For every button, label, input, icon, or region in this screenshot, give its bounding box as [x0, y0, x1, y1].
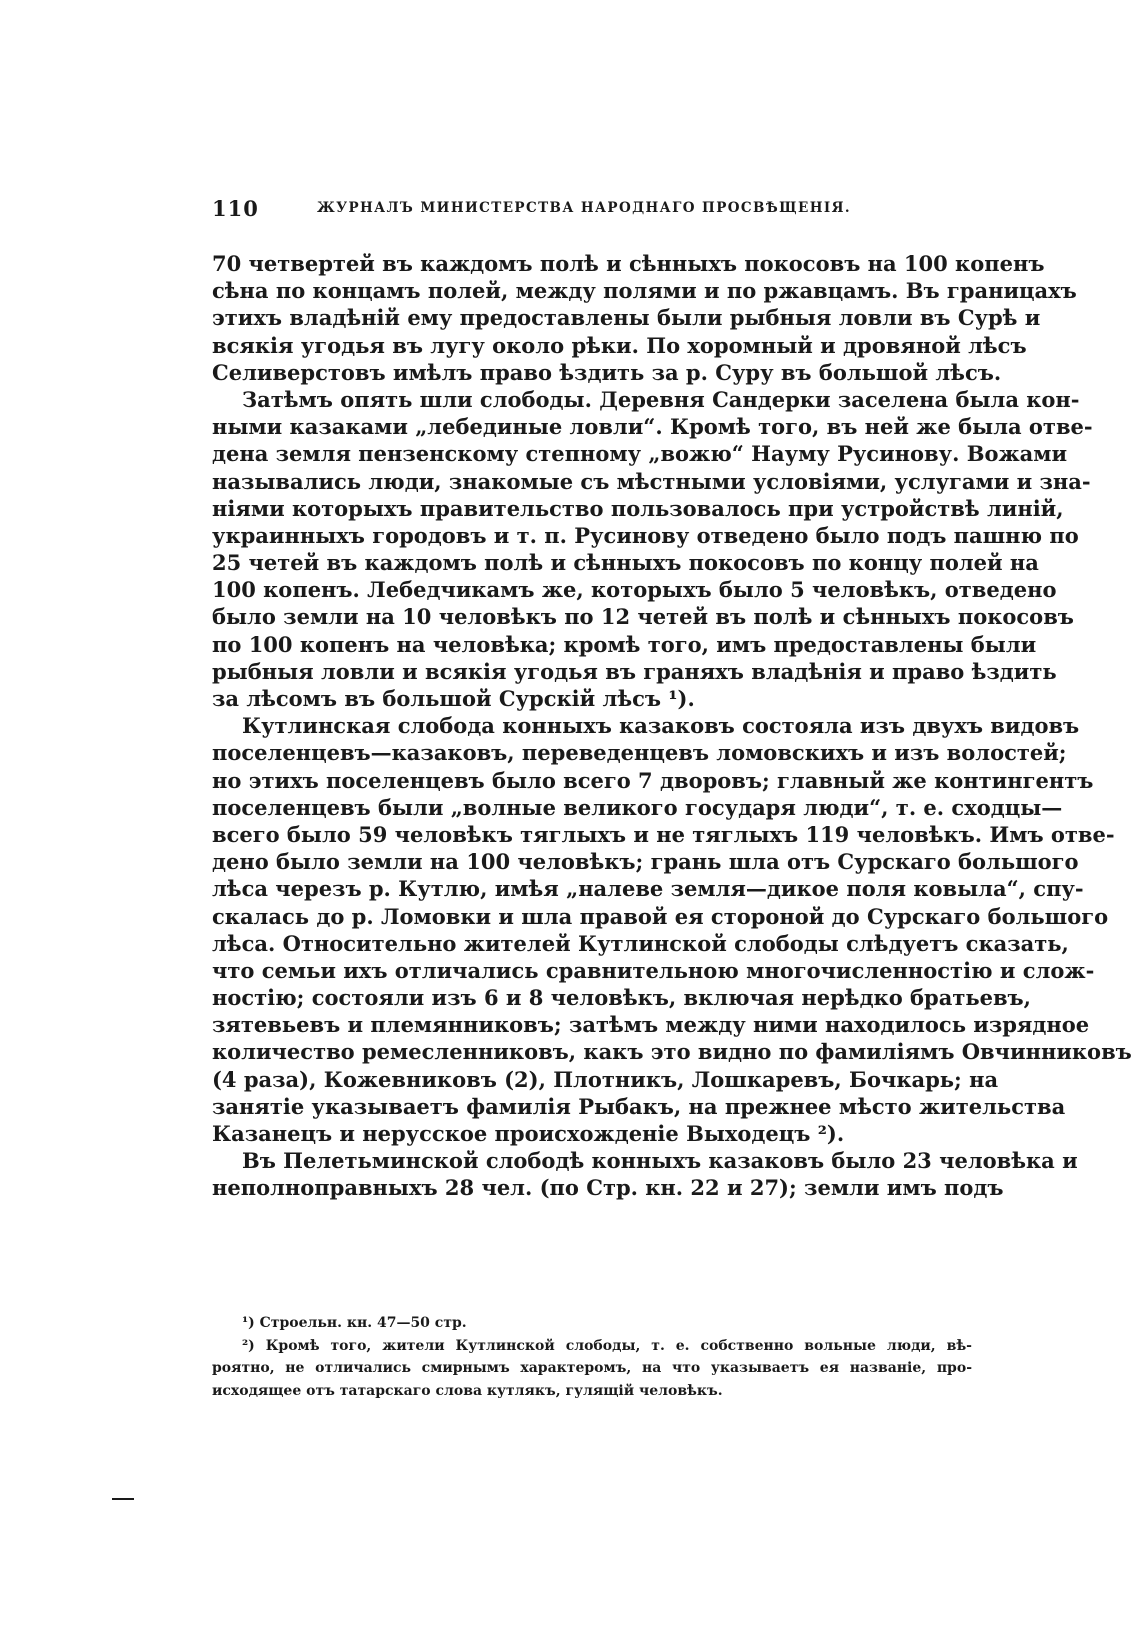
text-line: что семьи ихъ отличались сравнительною многочисленностію и слож- [212, 957, 1095, 983]
text-line: Затѣмъ опять шли слободы. Деревня Сандерки заселена была кон- [242, 386, 1080, 412]
text-line: 100 копенъ. Лебедчикамъ же, которыхъ было 5 человѣкъ, отведено [212, 577, 1057, 603]
text-line: сѣна по концамъ полей, между полями и по ржавцамъ. Въ границахъ [212, 278, 1077, 304]
text-line: всего было 59 человѣкъ тяглыхъ и не тяглыхъ 119 человѣкъ. Имъ отве- [212, 821, 1115, 847]
text-line: 70 четвертей въ каждомъ полѣ и сѣнныхъ покосовъ на 100 копенъ [212, 251, 1045, 276]
text-line: лѣса черезъ р. Кутлю, имѣя „налеве земля—дикое поля ковыла“, спу- [212, 876, 1084, 902]
text-line: ностію; состояли изъ 6 и 8 человѣкъ, включая нерѣдко братьевъ, [212, 985, 1031, 1011]
text-line: Кутлинская слобода конныхъ казаковъ состояла изъ двухъ видовъ [242, 713, 1080, 739]
text-line: количество ремесленниковъ, какъ это видно по фамиліямъ Овчинниковъ [212, 1039, 1132, 1065]
footnotes [212, 1312, 972, 1402]
text-line: по 100 копенъ на человѣка; кромѣ того, имъ предоставлены были [212, 631, 1037, 657]
text-line: но этихъ поселенцевъ было всего 7 дворовъ; главный же контингентъ [212, 767, 1094, 793]
text-line: ніями которыхъ правительство пользовалось при устройствѣ линій, [212, 495, 1064, 521]
text-line: Въ Пелетьминской слободѣ конныхъ казаковъ было 23 человѣка и [242, 1148, 1078, 1174]
text-line: рыбныя ловли и всякія угодья въ граняхъ владѣнія и право ѣздить [212, 658, 1057, 684]
text-line: всякія угодья въ лугу около рѣки. По хоромный и дровяной лѣсъ [212, 332, 1027, 358]
text-line: поселенцевъ были „волные великого государя люди“, т. е. сходцы— [212, 794, 1063, 820]
page-number: 110 [212, 196, 259, 221]
footnote-line: роятно, не отличались смирнымъ характеромъ, на что указываетъ ея названіе, про- [212, 1360, 972, 1376]
text-line: лѣса. Относительно жителей Кутлинской слободы слѣдуетъ сказать, [212, 930, 1069, 956]
text-line: дена земля пензенскому степному „вожю“ Науму Русинову. Вожами [212, 441, 1068, 467]
text-line: дено было земли на 100 человѣкъ; грань шла отъ Сурскаго большого [212, 849, 1079, 875]
journal-title: ЖУРНАЛЪ МИНИСТЕРСТВА НАРОДНАГО ПРОСВѢЩЕНІЯ. [317, 200, 851, 216]
margin-mark [112, 1498, 134, 1500]
text-line: за лѣсомъ въ большой Сурскій лѣсъ ¹). [212, 686, 695, 711]
text-line: ными казаками „лебединые ловли“. Кромѣ того, въ ней же была отве- [212, 414, 1093, 440]
footnote-line: ¹) Строельн. кн. 47—50 стр. [242, 1315, 467, 1331]
text-line: скалась до р. Ломовки и шла правой ея стороной до Сурскаго большого [212, 903, 1109, 929]
text-line: Казанецъ и нерусское происхожденіе Выходецъ ²). [212, 1121, 845, 1146]
text-line: Селиверстовъ имѣлъ право ѣздить за р. Суру въ большой лѣсъ. [212, 359, 1002, 385]
text-line: было земли на 10 человѣкъ по 12 четей въ полѣ и сѣнныхъ покосовъ [212, 604, 1074, 630]
text-line: этихъ владѣній ему предоставлены были рыбныя ловли въ Сурѣ и [212, 305, 1041, 331]
text-line: украинныхъ городовъ и т. п. Русинову отведено было подъ пашню по [212, 522, 1079, 548]
text-line: неполноправныхъ 28 чел. (по Стр. кн. 22 и 27); земли имъ подъ [212, 1175, 1004, 1201]
text-line: поселенцевъ—казаковъ, переведенцевъ ломовскихъ и изъ волостей; [212, 740, 1067, 766]
text-line: занятіе указываетъ фамилія Рыбакъ, на прежнее мѣсто жительства [212, 1093, 1066, 1119]
text-line: (4 раза), Кожевниковъ (2), Плотникъ, Лошкаревъ, Бочкарь; на [212, 1066, 999, 1092]
body-text [212, 250, 1132, 1202]
footnote-separator [212, 1247, 392, 1248]
text-line: 25 четей въ каждомъ полѣ и сѣнныхъ покосовъ по концу полей на [212, 550, 1039, 576]
footnote-line: исходящее отъ татарскаго слова кутлякъ, гулящій человѣкъ. [212, 1382, 723, 1399]
text-line: назывались люди, знакомые съ мѣстными условіями, услугами и зна- [212, 468, 1091, 494]
running-head [212, 196, 972, 226]
footnote-line: ²) Кромѣ того, жители Кутлинской слободы, т. е. собственно вольные люди, вѣ- [242, 1337, 972, 1354]
text-line: зятевьевъ и племянниковъ; затѣмъ между ними находилось изрядное [212, 1012, 1090, 1038]
